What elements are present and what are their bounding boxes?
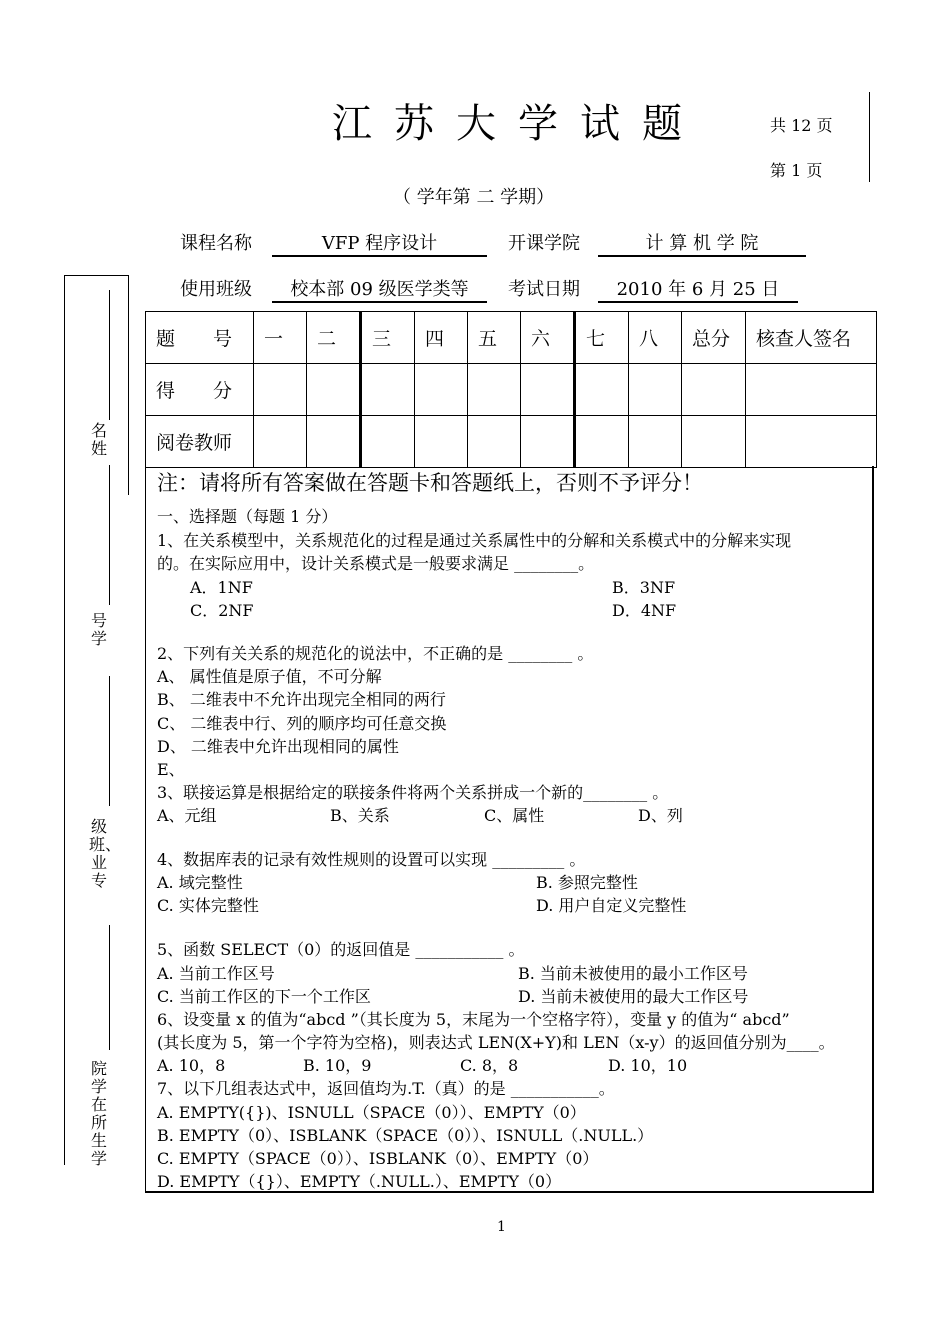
question-6-cont: (其长度为 5，第一个字符为空格)，则表达式 LEN(X+Y)和 LEN（x-y）的返回值分别为____。 — [157, 1033, 835, 1052]
option: B．3NF — [612, 578, 676, 597]
header-cell: 五 — [468, 312, 521, 364]
option: D．4NF — [612, 601, 677, 620]
sidebar-top-line — [64, 275, 128, 276]
score-cell[interactable] — [307, 364, 361, 416]
header-cell: 一 — [254, 312, 307, 364]
score-cell[interactable] — [521, 364, 575, 416]
option: C、 二维表中行、列的顺序均可任意交换 — [157, 714, 447, 733]
teacher-cell[interactable] — [521, 416, 575, 468]
sidebar-dash-3 — [109, 676, 110, 806]
header-cell: 二 — [307, 312, 361, 364]
option: B. 10，9 — [303, 1056, 372, 1075]
teacher-cell[interactable] — [682, 416, 746, 468]
term-line: （ 学年第 二 学期） — [393, 187, 555, 208]
sidebar-dash-2 — [109, 465, 110, 605]
score-row — [146, 364, 877, 416]
score-cell[interactable] — [468, 364, 521, 416]
question-6: 6、设变量 x 的值为“abcd ”（其长度为 5，末尾为一个空格字符），变量 y 的值为“ abcd” — [157, 1010, 790, 1029]
score-cell[interactable] — [682, 364, 746, 416]
teacher-cell[interactable] — [629, 416, 682, 468]
option: A. 10，8 — [157, 1056, 226, 1075]
option: B. 参照完整性 — [536, 873, 638, 892]
header-cell: 四 — [415, 312, 468, 364]
option: C. EMPTY（SPACE（0））、ISBLANK（0）、EMPTY（0） — [157, 1149, 599, 1168]
option: C. 8，8 — [460, 1056, 519, 1075]
college-value: 计 算 机 学 院 — [598, 229, 806, 257]
option: D、列 — [638, 806, 683, 825]
score-cell[interactable] — [361, 364, 415, 416]
score-cell[interactable] — [746, 364, 877, 416]
sidebar-dash-1 — [109, 290, 110, 420]
score-header-row — [146, 312, 877, 364]
sidebar-name-label: 名姓 — [90, 421, 107, 458]
sidebar-id-label: 号学 — [90, 611, 107, 648]
header-cell: 八 — [629, 312, 682, 364]
page-number-header: 第 1 页 — [770, 161, 823, 180]
header-divider — [869, 92, 870, 182]
option: B、 二维表中不允许出现完全相同的两行 — [157, 690, 446, 709]
option: A. 域完整性 — [157, 873, 243, 892]
total-pages: 共 12 页 — [770, 116, 833, 135]
question-7: 7、以下几组表达式中，返回值均为.T.（真）的是 ___________。 — [157, 1079, 615, 1098]
option: A、元组 — [157, 806, 217, 825]
header-cell: 总分 — [682, 312, 746, 364]
score-cell[interactable] — [415, 364, 468, 416]
option: B. EMPTY（0）、ISBLANK（SPACE（0））、ISNULL（.NULL.） — [157, 1126, 654, 1145]
question-4: 4、数据库表的记录有效性规则的设置可以实现 _________ 。 — [157, 850, 586, 869]
section-title: 一、选择题（每题 1 分） — [157, 507, 338, 526]
sidebar-inner-line — [128, 275, 129, 495]
option: C. 实体完整性 — [157, 896, 259, 915]
teacher-cell[interactable] — [746, 416, 877, 468]
header-cell: 核查人签名 — [746, 312, 877, 364]
score-row-label: 得 分 — [146, 364, 254, 416]
teacher-cell[interactable] — [361, 416, 415, 468]
header-cell: 三 — [361, 312, 415, 364]
course-value: VFP 程序设计 — [272, 229, 487, 257]
question-1-cont: 的。在实际应用中，设计关系模式是一般要求满足 ________。 — [157, 554, 595, 573]
teacher-row-label: 阅卷教师 — [146, 416, 254, 468]
teacher-cell[interactable] — [575, 416, 629, 468]
score-table — [145, 311, 877, 468]
class-label: 使用班级 — [180, 279, 252, 300]
header-cell: 题 号 — [146, 312, 254, 364]
class-value: 校本部 09 级医学类等 — [272, 275, 487, 303]
option: C、属性 — [484, 806, 545, 825]
option: D. 当前未被使用的最大工作区号 — [518, 987, 749, 1006]
score-cell[interactable] — [575, 364, 629, 416]
option: C．2NF — [190, 601, 254, 620]
exam-title: 江苏大学试题 — [332, 101, 704, 147]
option: A. EMPTY({})、ISNULL（SPACE（0））、EMPTY（0） — [157, 1103, 586, 1122]
teacher-cell[interactable] — [254, 416, 307, 468]
option: E、 — [157, 760, 185, 779]
option: A．1NF — [190, 578, 253, 597]
option: D. EMPTY（{}）、EMPTY（.NULL.）、EMPTY（0） — [157, 1172, 562, 1191]
college-label: 开课学院 — [508, 233, 580, 254]
date-label: 考试日期 — [508, 279, 580, 300]
sidebar-class-label: 级班、业专 — [89, 817, 122, 890]
option: C. 当前工作区的下一个工作区 — [157, 987, 371, 1006]
option: A. 当前工作区号 — [157, 964, 275, 983]
sidebar-dash-4 — [109, 925, 110, 1050]
score-cell[interactable] — [254, 364, 307, 416]
question-2: 2、下列有关关系的规范化的说法中，不正确的是 ________ 。 — [157, 644, 594, 663]
question-1: 1、在关系模型中，关系规范化的过程是通过关系属性中的分解和关系模式中的分解来实现 — [157, 531, 792, 550]
option: B、关系 — [330, 806, 390, 825]
option: D. 10，10 — [608, 1056, 688, 1075]
question-3: 3、联接运算是根据给定的联接条件将两个关系拼成一个新的________ 。 — [157, 783, 669, 802]
header-cell: 六 — [521, 312, 575, 364]
sidebar-college-label: 院学在所生学 — [90, 1059, 107, 1168]
score-cell[interactable] — [629, 364, 682, 416]
teacher-cell[interactable] — [415, 416, 468, 468]
option: A、 属性值是原子值，不可分解 — [157, 667, 382, 686]
teacher-cell[interactable] — [468, 416, 521, 468]
question-5: 5、函数 SELECT（0）的返回值是 ___________ 。 — [157, 940, 525, 959]
option: B. 当前未被使用的最小工作区号 — [518, 964, 748, 983]
course-label: 课程名称 — [180, 233, 252, 254]
date-value: 2010 年 6 月 25 日 — [598, 275, 798, 303]
sidebar-outer-line — [64, 275, 65, 1165]
teacher-row — [146, 416, 877, 468]
option: D. 用户自定义完整性 — [536, 896, 687, 915]
header-cell: 七 — [575, 312, 629, 364]
page-footer-number: 1 — [497, 1219, 506, 1235]
answer-note: 注：请将所有答案做在答题卡和答题纸上，否则不予评分！ — [157, 471, 703, 495]
option: D、 二维表中允许出现相同的属性 — [157, 737, 399, 756]
teacher-cell[interactable] — [307, 416, 361, 468]
